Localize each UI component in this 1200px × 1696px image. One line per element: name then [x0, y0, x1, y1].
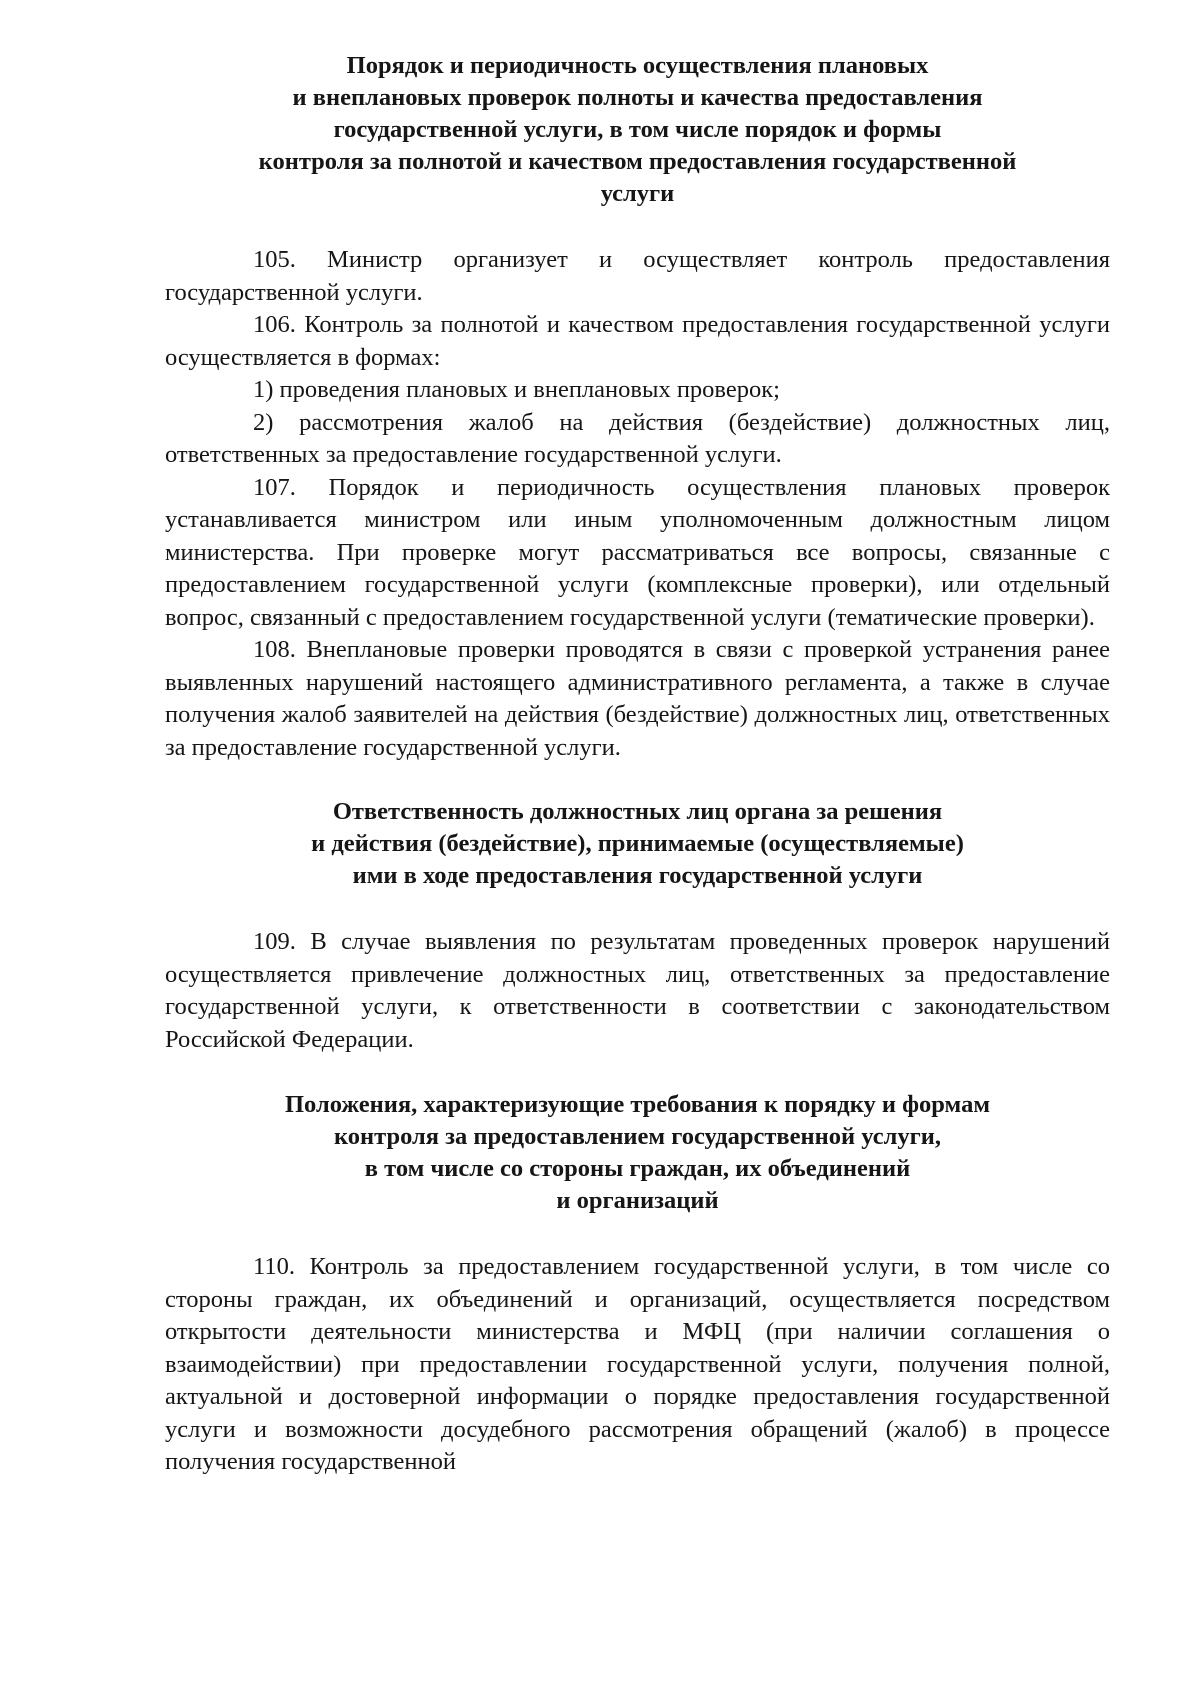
- paragraph-110: 110. Контроль за предоставлением государственной услуги, в том числе со стороны граждан, их объединений и организаций, осуществляется посредством открытости деятельности министерства и МФЦ (при наличии соглашения о взаимодействии) при предоставлении государственной услуги, получения полной, актуальной и достоверной информации о порядке предоставления государственной услуги и возможности досудебного рассмотрения обращений (жалоб) в процессе получения государственной: [165, 1253, 1110, 1475]
- paragraph-106: 106. Контроль за полнотой и качеством предоставления государственной услуги осуществляется в формах:: [165, 311, 1110, 371]
- heading-line: и организаций: [556, 1187, 719, 1214]
- heading-line: контроля за предоставлением государственной услуги,: [334, 1123, 941, 1150]
- heading-line: государственной услуги, в том числе порядок и формы: [333, 116, 942, 143]
- heading-line: Порядок и периодичность осуществления плановых: [346, 52, 929, 79]
- section-heading-inspections: [165, 50, 1110, 210]
- section-heading-responsibility: [165, 796, 1110, 892]
- heading-line: и внеплановых проверок полноты и качества предоставления: [292, 84, 983, 111]
- paragraph-107: 107. Порядок и периодичность осуществления плановых проверок устанавливается министром или иным уполномоченным должностным лицом министерства. При проверке могут рассматриваться все вопросы, связанные с предоставлением государственной услуги (комплексные проверки), или отдельный вопрос, связанный с предоставлением государственной услуги (тематические проверки).: [165, 473, 1110, 631]
- heading-line: услуги: [600, 180, 675, 207]
- paragraph-108: 108. Внеплановые проверки проводятся в связи с проверкой устранения ранее выявленных нарушений настоящего административного регламента, а также в случае получения жалоб заявителей на действия (бездействие) должностных лиц, ответственных за предоставление государственной услуги.: [165, 636, 1110, 761]
- section-body-control-forms: [165, 1251, 1110, 1479]
- heading-line: и действия (бездействие), принимаемые (осуществляемые): [311, 830, 964, 857]
- paragraph-109: 109. В случае выявления по результатам проведенных проверок нарушений осуществляется привлечение должностных лиц, ответственных за предоставление государственной услуги, к ответственности в соответствии с законодательством Российской Федерации.: [165, 928, 1110, 1053]
- list-item-2: 2) рассмотрения жалоб на действия (бездействие) должностных лиц, ответственных за предоставление государственной услуги.: [165, 408, 1110, 468]
- heading-line: Ответственность должностных лиц органа за решения: [332, 798, 943, 825]
- heading-line: Положения, характеризующие требования к порядку и формам: [284, 1091, 991, 1118]
- section-body-responsibility: [165, 926, 1110, 1056]
- paragraph-105: 105. Министр организует и осуществляет контроль предоставления государственной услуги.: [165, 246, 1110, 306]
- document-page: [165, 50, 1110, 1479]
- heading-line: контроля за полнотой и качеством предоставления государственной: [258, 148, 1017, 175]
- section-body-inspections: [165, 244, 1110, 764]
- heading-line: в том числе со стороны граждан, их объединений: [364, 1155, 911, 1182]
- heading-line: ими в ходе предоставления государственной услуги: [352, 862, 923, 889]
- section-heading-control-forms: [165, 1089, 1110, 1217]
- list-item-1: 1) проведения плановых и внеплановых проверок;: [253, 376, 780, 403]
